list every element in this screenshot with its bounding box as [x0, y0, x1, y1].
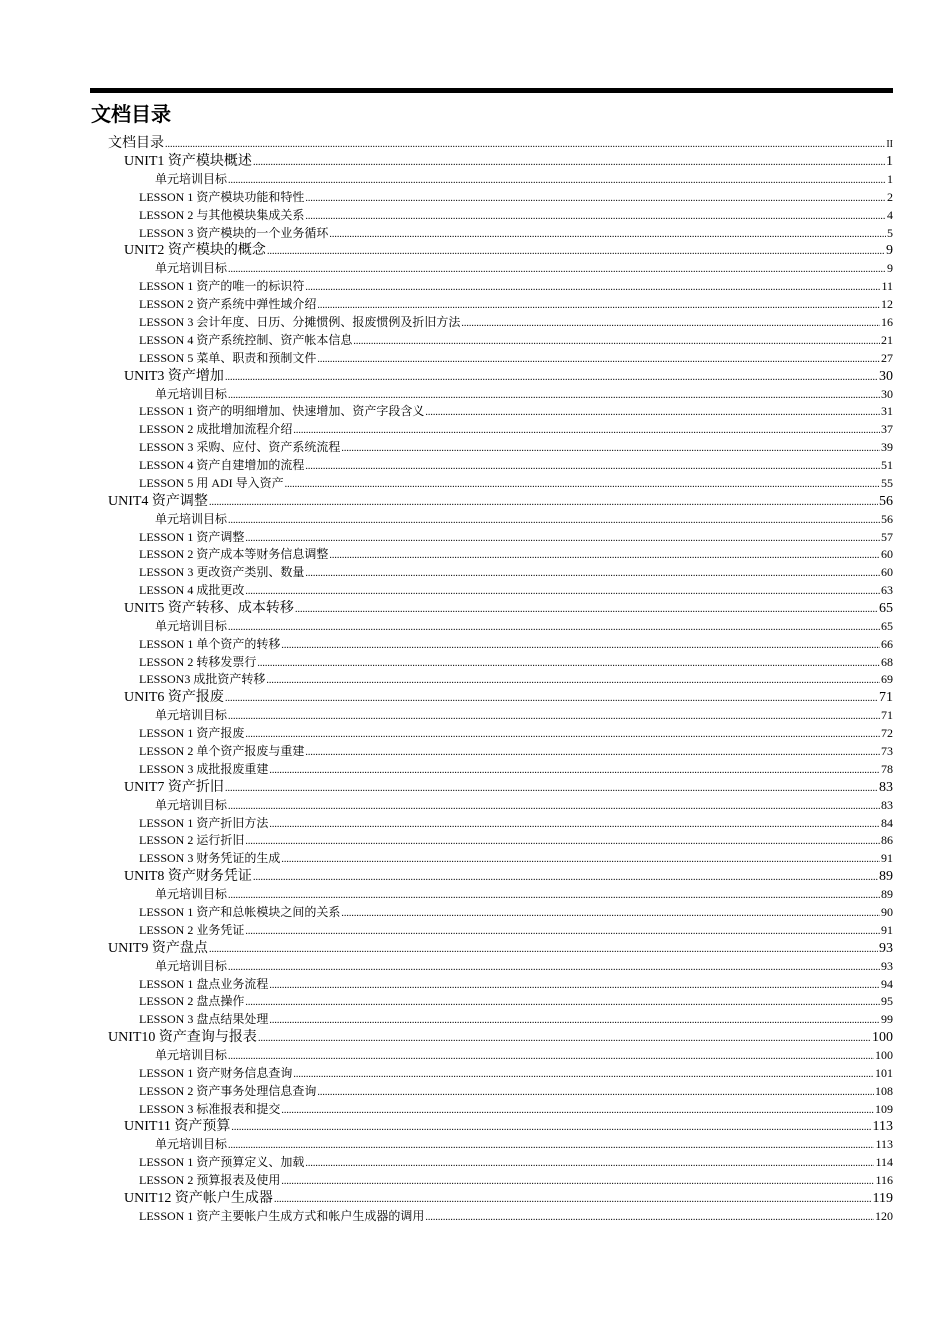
toc-entry-title: LESSON 1 资产报废 — [139, 726, 245, 741]
toc-entry-title: LESSON 2 盘点操作 — [139, 994, 245, 1009]
dot-leader — [165, 140, 885, 150]
dot-leader — [305, 462, 880, 472]
dot-leader — [228, 963, 880, 973]
toc-entry-title: UNIT7 资产折旧 — [124, 779, 224, 795]
dot-leader — [258, 1034, 871, 1044]
dot-leader — [266, 676, 880, 686]
toc-entry-title: 单元培训目标 — [155, 958, 228, 973]
toc-lesson-entry[interactable] — [139, 350, 893, 367]
dot-leader — [228, 516, 880, 526]
dot-leader — [293, 426, 880, 436]
toc-entry-title: LESSON 2 转移发票行 — [139, 654, 257, 669]
dot-leader — [305, 569, 880, 579]
header-rule — [90, 88, 893, 93]
dot-leader — [269, 1016, 880, 1026]
toc-lesson-entry[interactable] — [139, 654, 893, 671]
toc-lesson-entry[interactable] — [139, 1011, 893, 1028]
dot-leader — [228, 391, 880, 401]
toc-page-number: 71 — [879, 690, 893, 706]
toc-unit-entry[interactable] — [124, 689, 893, 707]
dot-leader — [225, 373, 878, 383]
dot-leader — [353, 337, 880, 347]
toc-lesson-entry[interactable] — [139, 278, 893, 295]
dot-leader — [274, 1195, 872, 1205]
toc-entry-title: LESSON 3 标准报表和提交 — [139, 1101, 281, 1116]
toc-lesson-entry[interactable] — [155, 260, 893, 277]
toc-lesson-entry[interactable] — [155, 797, 893, 814]
toc-page-number: 56 — [879, 493, 893, 509]
toc-lesson-entry[interactable] — [139, 904, 893, 921]
toc-entry-title: UNIT9 资产盘点 — [108, 940, 208, 956]
toc-entry-title: LESSON 2 资产系统中弹性域介绍 — [139, 297, 317, 312]
toc-page-number: 89 — [881, 887, 893, 902]
toc-lesson-entry[interactable] — [139, 636, 893, 653]
toc-entry-title: LESSON 5 菜单、职责和预制文件 — [139, 350, 317, 365]
toc-page-number: 86 — [881, 833, 893, 848]
toc-entry-title: LESSON 1 资产模块功能和特性 — [139, 189, 305, 204]
toc-page-number: 69 — [881, 672, 893, 687]
toc-entry-title: LESSON 3 采购、应付、资产系统流程 — [139, 440, 341, 455]
toc-entry-title: 单元培训目标 — [155, 1048, 228, 1062]
dot-leader — [305, 1159, 874, 1169]
toc-unit-entry[interactable] — [124, 242, 893, 260]
toc-unit-entry[interactable] — [124, 1118, 893, 1136]
toc-page-number: 84 — [881, 815, 893, 830]
toc-entry-title: LESSON 1 资产财务信息查询 — [139, 1065, 293, 1080]
dot-leader — [317, 301, 880, 311]
toc-page-number: 116 — [875, 1173, 893, 1188]
dot-leader — [257, 659, 880, 669]
toc-entry-title: UNIT2 资产模块的概念 — [124, 243, 266, 259]
toc-lesson-entry[interactable] — [139, 1065, 893, 1082]
dot-leader — [285, 480, 880, 490]
dot-leader — [281, 1177, 874, 1187]
toc-page-number: 91 — [881, 922, 893, 937]
toc-lesson-entry[interactable] — [155, 171, 893, 188]
toc-page-number: 1 — [886, 154, 893, 169]
toc-entry-title: LESSON 4 成批更改 — [139, 583, 245, 597]
toc-entry-title: 单元培训目标 — [155, 618, 228, 633]
toc-page-number: 78 — [881, 761, 893, 776]
toc-page-number: 113 — [872, 1119, 893, 1135]
toc-entry-title: UNIT6 资产报废 — [124, 690, 224, 706]
dot-leader — [281, 1106, 874, 1116]
toc-entry-title: UNIT5 资产转移、成本转移 — [124, 600, 294, 616]
toc-lesson-entry[interactable] — [139, 976, 893, 993]
dot-leader — [253, 873, 878, 883]
dot-leader — [245, 837, 880, 847]
toc-lesson-entry[interactable] — [139, 439, 893, 456]
toc-page-number: 30 — [881, 386, 893, 401]
dot-leader — [425, 1213, 874, 1223]
toc-lesson-entry[interactable] — [139, 546, 893, 563]
toc-entry-title: 单元培训目标 — [155, 887, 228, 902]
toc-entry-title: LESSON 1 资产的唯一的标识符 — [139, 279, 305, 294]
toc-entry-title: LESSON 1 资产预算定义、加载 — [139, 1155, 305, 1170]
toc-page-number: 56 — [881, 511, 893, 526]
toc-page-number: 27 — [881, 350, 893, 365]
dot-leader — [228, 1052, 874, 1062]
toc-entry-title: UNIT3 资产增加 — [124, 368, 224, 384]
toc-page-number: 120 — [875, 1209, 893, 1223]
dot-leader — [341, 909, 880, 919]
toc-entry-title: LESSON 3 财务凭证的生成 — [139, 851, 281, 866]
dot-leader — [245, 730, 880, 740]
dot-leader — [225, 784, 878, 794]
toc-lesson-entry[interactable] — [139, 332, 893, 349]
dot-leader — [225, 694, 878, 704]
toc-lesson-entry[interactable] — [139, 189, 893, 206]
toc-entry-title: LESSON 2 资产事务处理信息查询 — [139, 1083, 317, 1098]
dot-leader — [228, 623, 880, 633]
dot-leader — [228, 712, 880, 722]
toc-page-number: 57 — [881, 529, 893, 544]
toc-page-number: 5 — [887, 225, 893, 240]
toc-lesson-entry[interactable] — [155, 958, 893, 975]
toc-page-number: 89 — [879, 869, 893, 885]
dot-leader — [269, 766, 880, 776]
dot-leader — [228, 176, 886, 186]
toc-lesson-entry[interactable] — [139, 1208, 893, 1225]
toc-unit-entry[interactable] — [124, 868, 893, 886]
toc-entry-title: LESSON 1 资产的明细增加、快速增加、资产字段含义 — [139, 404, 425, 419]
toc-entry-title: LESSON 1 单个资产的转移 — [139, 636, 281, 651]
dot-leader — [228, 802, 880, 812]
toc-entry-title: UNIT10 资产查询与报表 — [108, 1030, 257, 1045]
toc-unit-entry[interactable] — [124, 153, 893, 171]
toc-page-number: 4 — [887, 207, 893, 222]
toc-lesson-entry[interactable] — [139, 225, 893, 242]
dot-leader — [341, 444, 880, 454]
dot-leader — [209, 498, 878, 508]
toc-lesson-entry[interactable] — [155, 386, 893, 403]
toc-lesson-entry[interactable] — [155, 886, 893, 903]
toc-entry-title: LESSON 2 与其他模块集成关系 — [139, 207, 305, 222]
dot-leader — [245, 927, 880, 937]
toc-entry-title: LESSON 4 资产自建增加的流程 — [139, 457, 305, 472]
toc-entry-title: 单元培训目标 — [155, 1137, 228, 1152]
toc-page-number: 16 — [881, 314, 893, 329]
toc-page-number: 113 — [875, 1137, 893, 1152]
toc-page-number: 119 — [872, 1191, 893, 1206]
toc-page-number: 93 — [879, 940, 893, 956]
toc-lesson-entry[interactable] — [139, 761, 893, 778]
toc-entry-title: 单元培训目标 — [155, 708, 228, 723]
toc-entry-title: LESSON 1 资产和总帐模块之间的关系 — [139, 904, 341, 919]
toc-page-number: 101 — [875, 1065, 893, 1080]
toc-entry-title: 单元培训目标 — [155, 511, 228, 526]
toc-lesson-entry[interactable] — [155, 707, 893, 724]
page-title: 文档目录 — [91, 102, 171, 126]
toc-page-number: 95 — [881, 994, 893, 1009]
toc-page-number: 109 — [875, 1101, 893, 1116]
dot-leader — [317, 355, 880, 365]
dot-leader — [209, 945, 878, 955]
toc-lesson-entry[interactable] — [139, 725, 893, 742]
toc-lesson-entry[interactable] — [139, 922, 893, 939]
toc-entry-title: UNIT8 资产财务凭证 — [124, 869, 252, 885]
toc-page-number: 37 — [881, 422, 893, 437]
toc-page-number: 65 — [879, 600, 893, 616]
toc-unit-entry[interactable] — [108, 1029, 893, 1047]
toc-entry-title: UNIT1 资产模块概述 — [124, 154, 252, 169]
toc-lesson-entry[interactable] — [139, 671, 893, 688]
toc-page-number: 51 — [881, 457, 893, 472]
toc-entry-title: LESSON 5 用 ADI 导入资产 — [139, 475, 284, 490]
dot-leader — [295, 605, 878, 615]
toc-lesson-entry[interactable] — [139, 815, 893, 832]
dot-leader — [228, 891, 880, 901]
dot-leader — [461, 319, 880, 329]
dot-leader — [329, 551, 880, 561]
toc-page-number: 21 — [881, 332, 893, 347]
toc-page-number: 1 — [887, 172, 893, 186]
dot-leader — [245, 998, 880, 1008]
toc-unit-entry[interactable] — [124, 779, 893, 797]
toc-page-number: 91 — [881, 851, 893, 866]
toc-page-number: 55 — [881, 475, 893, 490]
toc-page-number: 60 — [881, 547, 893, 562]
toc-lesson-entry[interactable] — [139, 457, 893, 474]
toc-lesson-entry[interactable] — [139, 529, 893, 546]
dot-leader — [425, 408, 880, 418]
toc-unit-entry[interactable] — [124, 1190, 893, 1208]
toc-page-number: 66 — [881, 636, 893, 651]
toc-page-number: 94 — [881, 976, 893, 991]
toc-page-number: 73 — [881, 744, 893, 758]
toc-entry-title: LESSON 2 预算报表及使用 — [139, 1173, 281, 1188]
dot-leader — [329, 230, 886, 240]
dot-leader — [305, 748, 880, 758]
toc-unit-entry[interactable] — [124, 368, 893, 386]
dot-leader — [305, 212, 886, 222]
dot-leader — [281, 641, 880, 651]
toc-lesson-entry[interactable] — [139, 421, 893, 438]
dot-leader — [305, 194, 886, 204]
dot-leader — [281, 855, 880, 865]
toc-lesson-entry[interactable] — [139, 850, 893, 867]
toc-page-number: 9 — [886, 243, 893, 259]
toc-lesson-entry[interactable] — [139, 564, 893, 581]
toc-page-number: 72 — [881, 726, 893, 741]
toc-entry-title: LESSON 2 单个资产报废与重建 — [139, 744, 305, 758]
toc-entry-title: 单元培训目标 — [155, 261, 228, 276]
toc-lesson-entry[interactable] — [139, 1172, 893, 1189]
toc-unit-entry[interactable] — [124, 600, 893, 618]
toc-lesson-entry[interactable] — [139, 1101, 893, 1118]
toc-page-number: 63 — [881, 583, 893, 597]
toc-lesson-entry[interactable] — [139, 296, 893, 313]
dot-leader — [269, 981, 880, 991]
toc-lesson-entry[interactable] — [139, 993, 893, 1010]
toc-entry-title: LESSON 1 资产折旧方法 — [139, 815, 269, 830]
toc-page-number: 30 — [879, 368, 893, 384]
toc-page-number: 11 — [881, 279, 893, 294]
toc-lesson-entry[interactable] — [139, 743, 893, 760]
toc-root-entry[interactable] — [108, 135, 893, 153]
dot-leader — [269, 820, 880, 830]
toc-lesson-entry[interactable] — [139, 403, 893, 420]
toc-unit-entry[interactable] — [108, 493, 893, 511]
toc-page-number: 83 — [879, 779, 893, 795]
toc-page-number: 60 — [881, 565, 893, 580]
toc-entry-title: UNIT12 资产帐户生成器 — [124, 1191, 273, 1206]
toc-entry-title: LESSON 3 会计年度、日历、分摊惯例、报废惯例及折旧方法 — [139, 314, 461, 329]
dot-leader — [305, 283, 880, 293]
toc-lesson-entry[interactable] — [139, 832, 893, 849]
dot-leader — [245, 587, 880, 597]
toc-entry-title: LESSON 2 业务凭证 — [139, 922, 245, 937]
toc-entry-title: LESSON 3 更改资产类别、数量 — [139, 565, 305, 580]
toc-entry-title: 单元培训目标 — [155, 172, 228, 186]
toc-entry-title: 单元培训目标 — [155, 797, 228, 812]
toc-entry-title: 文档目录 — [108, 136, 164, 151]
toc-page-number: 12 — [881, 297, 893, 312]
toc-page-number: 31 — [881, 404, 893, 419]
toc-entry-title: LESSON3 成批资产转移 — [139, 672, 266, 687]
dot-leader — [231, 1123, 871, 1133]
toc-page-number: 100 — [872, 1030, 893, 1045]
toc-page-number: 114 — [875, 1155, 893, 1170]
toc-entry-title: LESSON 2 运行折旧 — [139, 833, 245, 848]
toc-page-number: 99 — [881, 1012, 893, 1027]
toc-entry-title: LESSON 4 资产系统控制、资产帐本信息 — [139, 332, 353, 347]
toc-lesson-entry[interactable] — [155, 511, 893, 528]
toc-page-number: 39 — [881, 440, 893, 455]
toc-page-number: 83 — [881, 797, 893, 812]
toc-page-number: II — [886, 139, 893, 150]
toc-entry-title: LESSON 3 成批报废重建 — [139, 761, 269, 776]
dot-leader — [267, 247, 885, 257]
toc-lesson-entry[interactable] — [155, 1047, 893, 1064]
toc-entry-title: LESSON 1 资产主要帐户生成方式和帐户生成器的调用 — [139, 1209, 425, 1223]
toc-entry-title: LESSON 1 盘点业务流程 — [139, 976, 269, 991]
toc-unit-entry[interactable] — [108, 940, 893, 958]
toc-lesson-entry[interactable] — [139, 1154, 893, 1171]
toc-entry-title: LESSON 3 资产模块的一个业务循环 — [139, 225, 329, 240]
toc-page-number: 2 — [887, 189, 893, 204]
toc-page-number: 93 — [881, 958, 893, 973]
toc-entry-title: UNIT11 资产预算 — [124, 1119, 231, 1135]
toc-page-number: 108 — [875, 1083, 893, 1098]
dot-leader — [245, 534, 880, 544]
toc-lesson-entry[interactable] — [155, 618, 893, 635]
dot-leader — [293, 1070, 874, 1080]
toc-entry-title: 单元培训目标 — [155, 386, 228, 401]
toc-lesson-entry[interactable] — [139, 582, 893, 599]
toc-entry-title: LESSON 2 资产成本等财务信息调整 — [139, 547, 329, 562]
toc-entry-title: LESSON 1 资产调整 — [139, 529, 245, 544]
toc-entry-title: UNIT4 资产调整 — [108, 493, 208, 509]
toc-page-number: 71 — [881, 708, 893, 723]
toc-lesson-entry[interactable] — [139, 475, 893, 492]
dot-leader — [228, 265, 886, 275]
dot-leader — [228, 1141, 874, 1151]
toc-page-number: 9 — [887, 261, 893, 276]
toc-page-number: 65 — [881, 618, 893, 633]
toc-entry-title: LESSON 3 盘点结果处理 — [139, 1012, 269, 1027]
toc-lesson-entry[interactable] — [139, 1083, 893, 1100]
toc-page-number: 90 — [881, 904, 893, 919]
toc-page-number: 68 — [881, 654, 893, 669]
toc-lesson-entry[interactable] — [139, 207, 893, 224]
toc-lesson-entry[interactable] — [155, 1136, 893, 1153]
dot-leader — [253, 158, 885, 168]
toc-entry-title: LESSON 2 成批增加流程介绍 — [139, 422, 293, 437]
dot-leader — [317, 1088, 874, 1098]
toc-page-number: 100 — [875, 1048, 893, 1062]
toc-lesson-entry[interactable] — [139, 314, 893, 331]
